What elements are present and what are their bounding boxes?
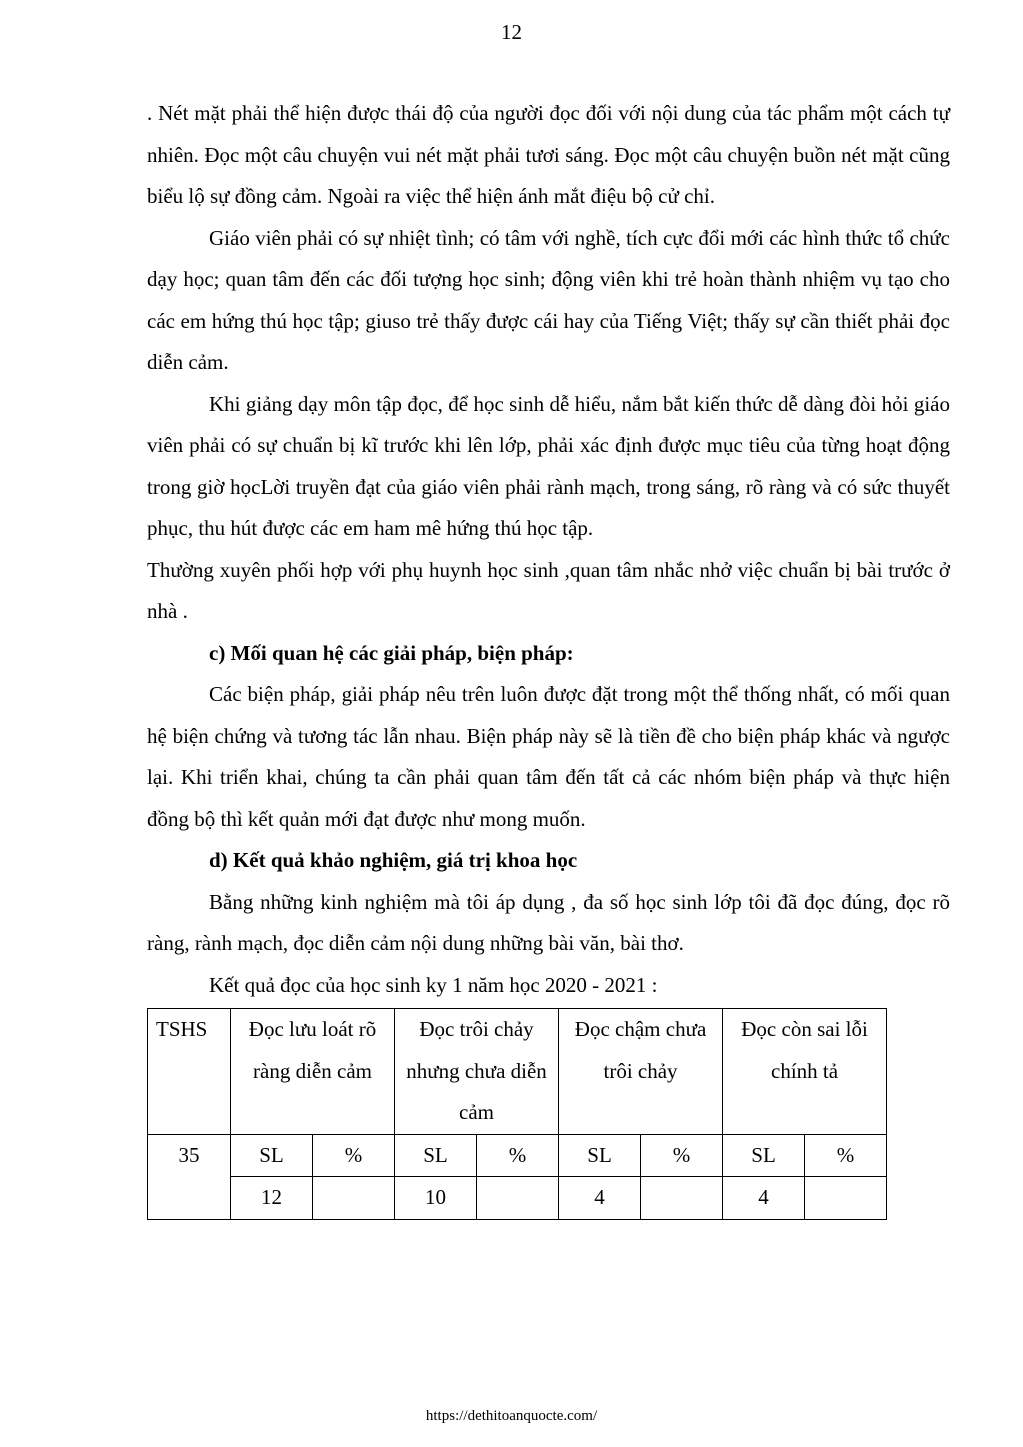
- header-slow: Đọc chậm chưa trôi chảy: [559, 1009, 723, 1135]
- value-pct-smooth: [477, 1177, 559, 1220]
- value-sl-slow: 4: [559, 1177, 641, 1220]
- document-body: [147, 93, 950, 1220]
- total-students: 35: [148, 1134, 231, 1219]
- paragraph-1: . Nét mặt phải thể hiện được thái độ của người đọc đối với nội dung của tác phẩm một cách tự nhiên. Đọc một câu chuyện vui nét mặt phải tươi sáng. Đọc một câu chuyện buồn nét mặt cũng biểu lộ sự đồng cảm. Ngoài ra việc thể hiện ánh mắt điệu bộ cử chỉ.: [147, 101, 950, 208]
- subheader-pct: %: [477, 1134, 559, 1177]
- table-values-row: [148, 1177, 887, 1220]
- subheader-sl: SL: [559, 1134, 641, 1177]
- value-pct-slow: [641, 1177, 723, 1220]
- paragraph-2: Giáo viên phải có sự nhiệt tình; có tâm với nghề, tích cực đổi mới các hình thức tổ chức dạy học; quan tâm đến các đối tượng học sinh; động viên khi trẻ hoàn thành nhiệm vụ tạo cho các em hứng thú học tập; giuso trẻ thấy được cái hay của Tiếng Việt; thấy sự cần thiết phải đọc diễn cảm.: [147, 225, 950, 374]
- paragraph-c: Các biện pháp, giải pháp nêu trên luôn được đặt trong một thể thống nhất, có mối quan hệ biện chứng và tương tác lẫn nhau. Biện pháp này sẽ là tiền đề cho biện pháp khác và ngược lại. Khi triển khai, chúng ta cần phải quan tâm đến tất cả các nhóm biện pháp và thực hiện đồng bộ thì kết quản mới đạt được như mong muốn.: [147, 682, 950, 831]
- value-sl-fluent: 12: [231, 1177, 313, 1220]
- paragraph-4: Thường xuyên phối hợp với phụ huynh học sinh ,quan tâm nhắc nhở việc chuẩn bị bài trước ở nhà .: [147, 557, 950, 623]
- subheader-sl: SL: [231, 1134, 313, 1177]
- heading-c: c) Mối quan hệ các giải pháp, biện pháp:: [209, 640, 574, 665]
- header-spelling-errors: Đọc còn sai lỗi chính tả: [723, 1009, 887, 1135]
- table-caption: Kết quả đọc của học sinh ky 1 năm học 2020 - 2021 :: [209, 972, 658, 997]
- subheader-sl: SL: [723, 1134, 805, 1177]
- value-sl-spelling: 4: [723, 1177, 805, 1220]
- value-pct-fluent: [313, 1177, 395, 1220]
- value-sl-smooth: 10: [395, 1177, 477, 1220]
- header-tshs: TSHS: [148, 1009, 231, 1135]
- heading-d: d) Kết quả khảo nghiệm, giá trị khoa học: [209, 848, 578, 872]
- table-subheader-row: [148, 1134, 887, 1177]
- footer-url[interactable]: https://dethitoanquocte.com/: [425, 1408, 598, 1424]
- value-pct-spelling: [805, 1177, 887, 1220]
- page-number: 12: [501, 20, 522, 44]
- subheader-pct: %: [313, 1134, 395, 1177]
- subheader-pct: %: [805, 1134, 887, 1177]
- table-header-row: [148, 1009, 887, 1135]
- header-fluent: Đọc lưu loát rõ ràng diễn cảm: [231, 1009, 395, 1135]
- paragraph-d: Bằng những kinh nghiệm mà tôi áp dụng , đa số học sinh lớp tôi đã đọc đúng, đọc rõ ràng, rành mạch, đọc diễn cảm nội dung những bài văn, bài thơ.: [147, 889, 950, 955]
- results-table: [147, 1008, 887, 1220]
- subheader-sl: SL: [395, 1134, 477, 1177]
- subheader-pct: %: [641, 1134, 723, 1177]
- paragraph-3: Khi giảng dạy môn tập đọc, để học sinh dễ hiểu, nắm bắt kiến thức dễ dàng đòi hỏi giáo viên phải có sự chuẩn bị kĩ trước khi lên lớp, phải xác định được mục tiêu của từng hoạt động trong giờ họcLời truyền đạt của giáo viên phải rành mạch, trong sáng, rõ ràng và có sức thuyết phục, thu hút được các em ham mê hứng thú học tập.: [147, 391, 950, 540]
- header-smooth: Đọc trôi chảy nhưng chưa diễn cảm: [395, 1009, 559, 1135]
